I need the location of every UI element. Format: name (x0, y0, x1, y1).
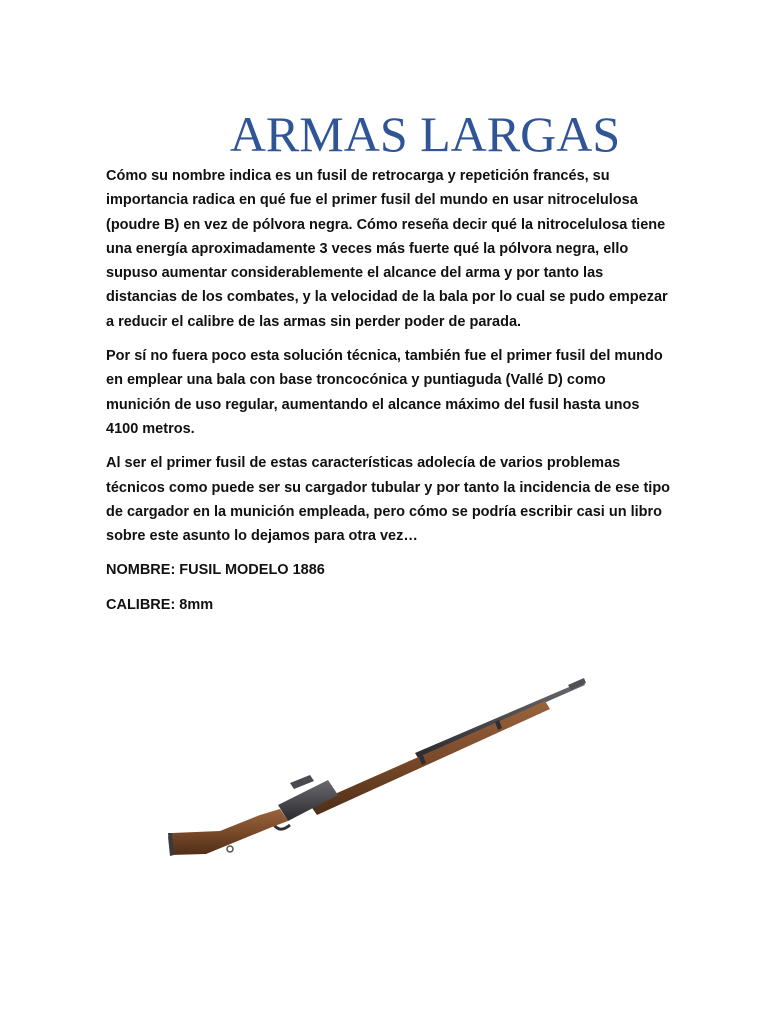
paragraph-2: Por sí no fuera poco esta solución técnica, también fue el primer fusil del mundo en emplear una bala con base troncocónica y puntiaguda (Vallé D) como munición de uso regular, aumentando el alcance máximo del fusil hasta unos 4100 metros. (106, 348, 663, 437)
rifle-image (160, 665, 600, 870)
rifle-forend (310, 701, 550, 815)
page-title: ARMAS LARGAS (229, 106, 621, 162)
caliber-field: CALIBRE: 8mm (106, 596, 214, 613)
rifle-stock (168, 809, 288, 855)
rifle-sling-swivel (227, 846, 233, 852)
rifle-bolt (290, 775, 314, 789)
name-field: NOMBRE: FUSIL MODELO 1886 (106, 562, 325, 579)
rifle-barrel (415, 681, 585, 758)
paragraph-3: Al ser el primer fusil de estas características adolecía de varios problemas técnicos como puede ser su cargador tubular y por tanto la incidencia de ese tipo de cargador en la munición empleada, pero cómo se podría escribir casi un libro sobre este asunto lo dejamos para otra vez… (106, 455, 671, 545)
paragraph-1: Cómo su nombre indica es un fusil de retrocarga y repetición francés, su importancia radica en qué fue el primer fusil del mundo en usar nitrocelulosa (poudre B) en vez de pólvora negra. Cómo reseña decir qué la nitrocelulosa tiene una energía aproximadamente 3 veces más fuerte qué la pólvora negra, ello supuso aumentar considerablemente el alcance del arma y por tanto las distancias de los combates, y la velocidad de la bala por lo cual se pudo empezar a reducir el calibre de las armas sin perder poder de parada. (106, 168, 668, 330)
body-text (106, 164, 671, 627)
